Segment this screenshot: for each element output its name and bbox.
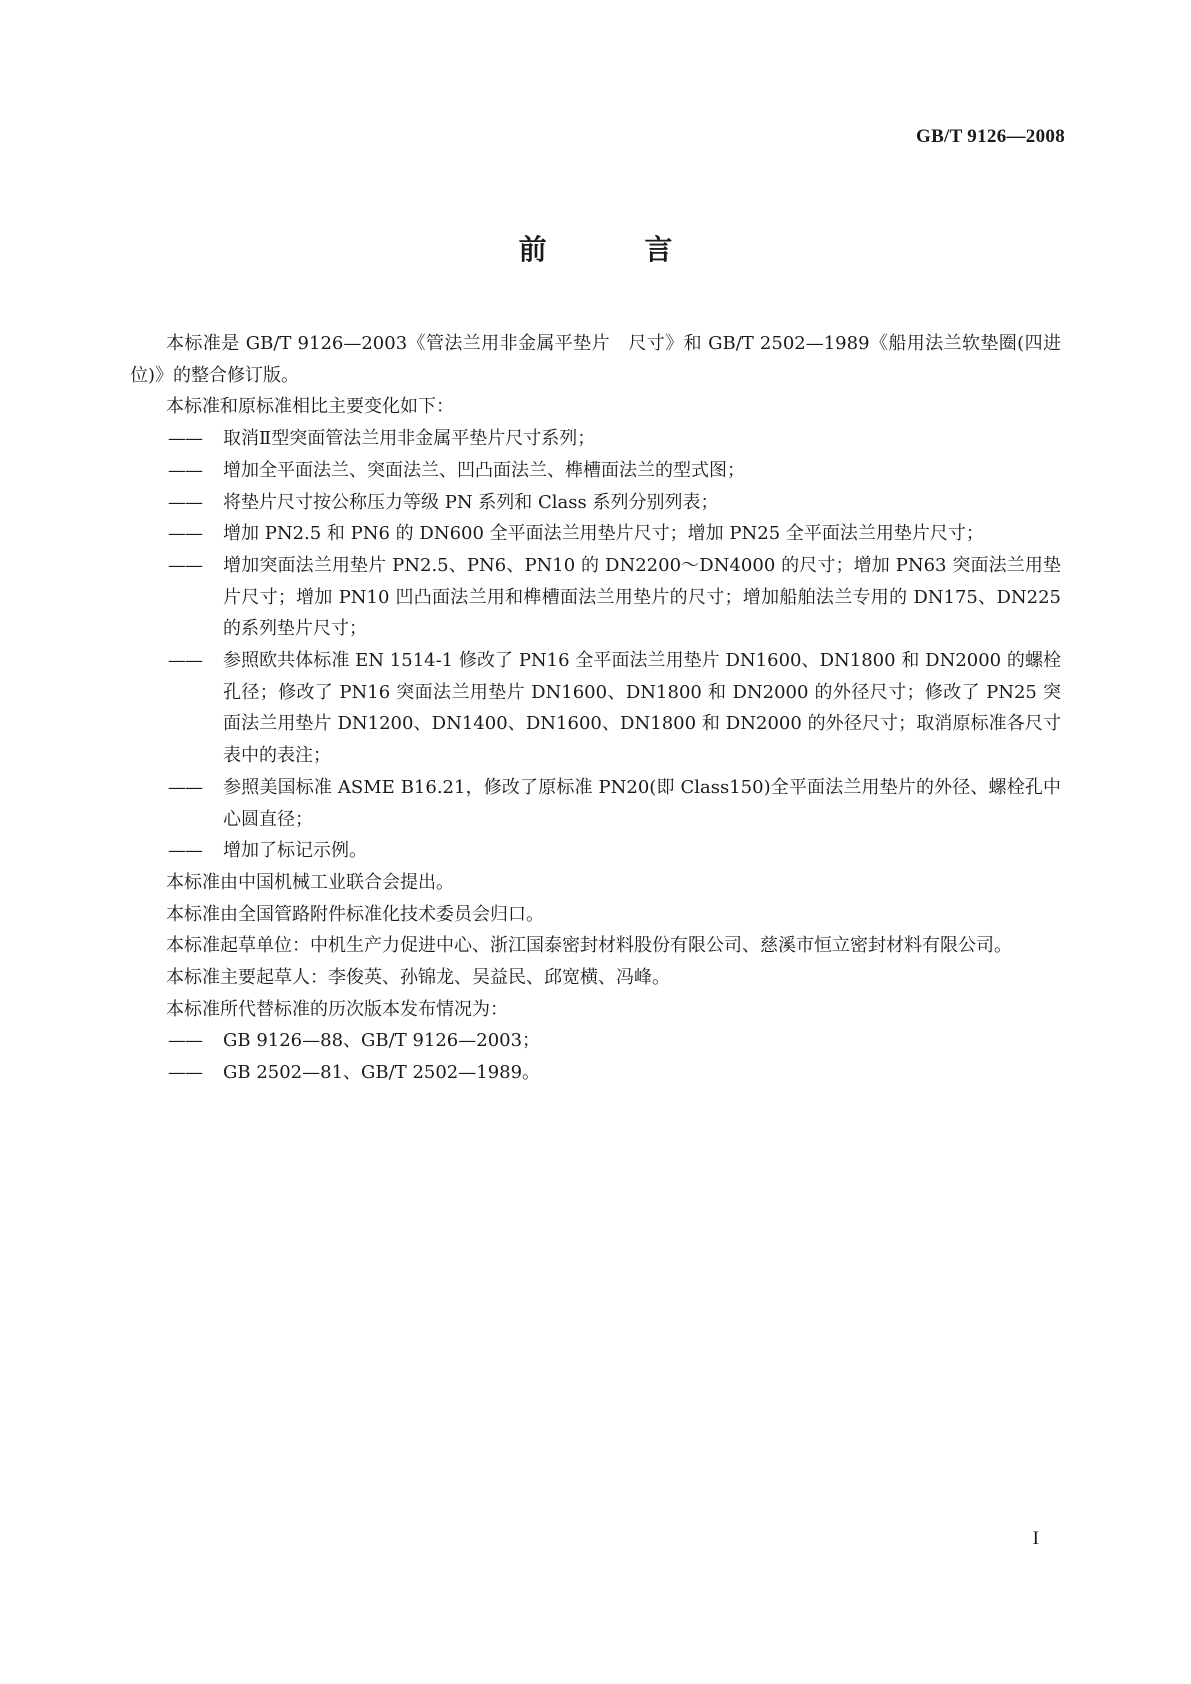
change-text: 增加突面法兰用垫片 PN2.5、PN6、PN10 的 DN2200～DN4000 的尺寸；增加 PN63 突面法兰用垫片尺寸；增加 PN10 凹凸面法兰用和榫槽面法兰用垫片的尺寸；增加船舶法兰专用的 DN175、DN225 的系列垫片尺寸；	[223, 554, 1061, 640]
change-text: 增加 PN2.5 和 PN6 的 DN600 全平面法兰用垫片尺寸；增加 PN25 全平面法兰用垫片尺寸；	[223, 523, 984, 545]
intro-paragraph: 本标准是 GB/T 9126—2003《管法兰用非金属平垫片 尺寸》和 GB/T 2502—1989《船用法兰软垫圈(四进位)》的整合修订版。	[130, 333, 1061, 386]
dash-marker: ——	[168, 459, 202, 481]
change-item	[130, 487, 1061, 519]
dash-marker: ——	[168, 650, 202, 672]
change-item	[130, 423, 1061, 455]
dash-marker: ——	[168, 523, 202, 545]
dash-marker: ——	[168, 776, 202, 798]
dash-marker: ——	[168, 554, 202, 576]
drafters: 本标准主要起草人：李俊英、孙锦龙、吴益民、邱宽横、冯峰。	[166, 967, 670, 989]
change-text: 将垫片尺寸按公称压力等级 PN 系列和 Class 系列分别列表；	[223, 491, 719, 513]
drafting-units: 本标准起草单位：中机生产力促进中心、浙江国泰密封材料股份有限公司、慈溪市恒立密封材料有限公司。	[166, 935, 1012, 957]
change-item	[130, 455, 1061, 487]
dash-marker: ——	[168, 428, 202, 450]
change-text: 参照美国标准 ASME B16.21，修改了原标准 PN20(即 Class150)全平面法兰用垫片的外径、螺栓孔中心圆直径；	[223, 776, 1061, 830]
history-text: GB 9126—88、GB/T 9126—2003；	[223, 1030, 541, 1052]
history-item	[130, 1057, 1061, 1089]
changes-intro: 本标准和原标准相比主要变化如下：	[166, 396, 454, 418]
change-item	[130, 518, 1061, 550]
proposer-statement: 本标准由中国机械工业联合会提出。	[166, 871, 454, 893]
change-item	[130, 772, 1061, 835]
dash-marker: ——	[168, 1030, 202, 1052]
change-text: 取消Ⅱ型突面管法兰用非金属平垫片尺寸系列；	[223, 428, 596, 450]
history-item	[130, 1025, 1061, 1057]
change-item	[130, 550, 1061, 645]
dash-marker: ——	[168, 840, 202, 862]
change-item	[130, 645, 1061, 772]
page-title: 前 言	[518, 233, 717, 266]
history-intro: 本标准所代替标准的历次版本发布情况为：	[166, 998, 508, 1020]
change-text: 参照欧共体标准 EN 1514-1 修改了 PN16 全平面法兰用垫片 DN1600、DN1800 和 DN2000 的螺栓孔径；修改了 PN16 突面法兰用垫片 DN1600、DN1800 和 DN2000 的外径尺寸；修改了 PN25 突面法兰用垫片 DN1200、DN1400、DN1600、DN1800 和 DN2000 的外径尺寸；取消原标准各尺寸表中的表注；	[223, 650, 1061, 767]
history-text: GB 2502—81、GB/T 2502—1989。	[223, 1062, 541, 1084]
page-number: I	[1032, 1528, 1039, 1549]
change-text: 增加了标记示例。	[223, 840, 367, 862]
dash-marker: ——	[168, 1062, 202, 1084]
committee-statement: 本标准由全国管路附件标准化技术委员会归口。	[166, 903, 544, 925]
standard-code: GB/T 9126—2008	[915, 126, 1065, 147]
change-text: 增加全平面法兰、突面法兰、凹凸面法兰、榫槽面法兰的型式图；	[223, 459, 745, 481]
change-item	[130, 835, 1061, 867]
dash-marker: ——	[168, 491, 202, 513]
document-body	[130, 328, 1061, 1089]
